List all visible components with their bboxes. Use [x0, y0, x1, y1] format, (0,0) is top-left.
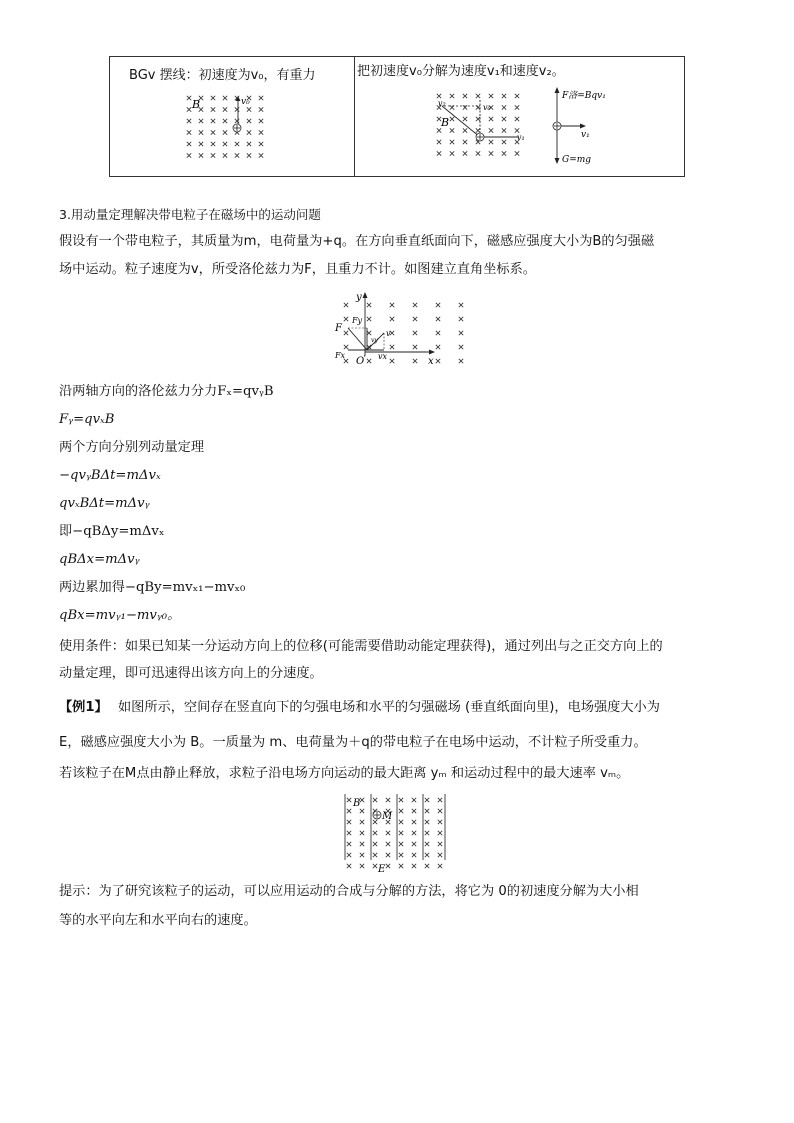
field-cross	[425, 820, 429, 824]
field-cross	[187, 119, 191, 123]
field-cross	[347, 853, 351, 857]
equation-4: −qvᵧBΔt=mΔvₓ	[59, 468, 161, 483]
field-cross	[259, 96, 263, 100]
field-cross	[459, 345, 463, 349]
field-cross	[450, 117, 454, 121]
field-cross	[235, 142, 239, 146]
field-cross	[502, 128, 506, 132]
field-cross	[247, 130, 251, 134]
intro-line-2: 场中运动。粒子速度为v，所受洛伦兹力为F，且重力不计。如图建立直角坐标系。	[59, 262, 536, 277]
field-cross	[489, 94, 493, 98]
equation-3: 两个方向分别列动量定理	[59, 440, 205, 455]
fy-label: Fy	[352, 316, 363, 325]
example-figure	[340, 792, 455, 874]
field-cross	[463, 94, 467, 98]
field-cross	[489, 151, 493, 155]
field-cross	[259, 142, 263, 146]
field-cross	[347, 820, 351, 824]
field-cross	[211, 107, 215, 111]
field-cross	[438, 853, 442, 857]
field-cross	[413, 303, 417, 307]
hint-line-1: 提示：为了研究该粒子的运动，可以应用运动的合成与分解的方法，将它为 0的初速度分解为大小相	[59, 884, 639, 899]
left-field-figure	[180, 90, 280, 165]
field-cross	[187, 130, 191, 134]
cross-grid	[344, 303, 463, 363]
example-1	[59, 698, 660, 718]
field-cross	[259, 107, 263, 111]
field-cross	[235, 107, 239, 111]
b-label: B	[353, 798, 361, 809]
equation-1: 沿两轴方向的洛伦兹力分力Fₓ=qvᵧB	[59, 384, 274, 399]
field-cross	[413, 359, 417, 363]
field-cross	[347, 798, 351, 802]
field-cross	[386, 842, 390, 846]
field-cross	[399, 842, 403, 846]
equation-6: 即−qBΔy=mΔvₓ	[59, 524, 165, 539]
field-cross	[476, 94, 480, 98]
field-cross	[436, 303, 440, 307]
field-cross	[489, 117, 493, 121]
field-cross	[463, 117, 467, 121]
field-cross	[515, 151, 519, 155]
field-cross	[413, 317, 417, 321]
v0-label: v₀	[483, 103, 491, 112]
field-cross	[412, 864, 416, 868]
field-cross	[399, 853, 403, 857]
field-cross	[373, 853, 377, 857]
field-cross	[235, 153, 239, 157]
field-cross	[459, 317, 463, 321]
velocity-label: v	[386, 329, 391, 338]
field-cross	[199, 130, 203, 134]
field-cross	[489, 128, 493, 132]
field-cross	[438, 842, 442, 846]
field-cross	[360, 798, 364, 802]
field-cross	[399, 864, 403, 868]
field-cross	[360, 820, 364, 824]
field-cross	[489, 140, 493, 144]
gravity-label: G=mg	[562, 155, 592, 165]
field-cross	[386, 798, 390, 802]
field-cross	[367, 331, 371, 335]
equation-5: qvₓBΔt=mΔvᵧ	[59, 496, 150, 511]
origin-label: O	[356, 356, 365, 367]
section-heading: 3.用动量定理解决带电粒子在磁场中的运动问题	[59, 207, 321, 222]
field-cross	[347, 809, 351, 813]
field-cross	[360, 831, 364, 835]
field-cross	[386, 864, 390, 868]
field-cross	[438, 864, 442, 868]
field-cross	[399, 831, 403, 835]
field-cross	[373, 798, 377, 802]
vy-label: vy	[371, 337, 378, 344]
force-label: F	[335, 323, 342, 334]
field-cross	[450, 140, 454, 144]
x-label: x	[428, 356, 434, 367]
field-cross	[247, 142, 251, 146]
field-cross	[187, 142, 191, 146]
field-cross	[373, 820, 377, 824]
right-cell-caption: 把初速度v₀分解为速度v₁和速度v₂。	[357, 64, 565, 79]
field-cross	[344, 303, 348, 307]
field-cross	[360, 809, 364, 813]
field-cross	[211, 96, 215, 100]
m-label: M	[382, 811, 393, 822]
field-cross	[476, 128, 480, 132]
field-cross	[247, 153, 251, 157]
field-cross	[211, 142, 215, 146]
field-cross	[459, 303, 463, 307]
field-cross	[515, 117, 519, 121]
field-cross	[425, 853, 429, 857]
field-cross	[386, 853, 390, 857]
field-cross	[223, 130, 227, 134]
field-cross	[386, 831, 390, 835]
field-cross	[360, 842, 364, 846]
equation-8: 两边累加得−qBy=mvₓ₁−mvₓ₀	[59, 580, 246, 595]
field-cross	[502, 117, 506, 121]
field-cross	[436, 359, 440, 363]
field-cross	[187, 96, 191, 100]
field-cross	[459, 331, 463, 335]
fx-label: Fx	[335, 351, 346, 360]
field-cross	[373, 864, 377, 868]
vx-label: vx	[378, 352, 388, 361]
field-cross	[399, 798, 403, 802]
field-cross	[223, 96, 227, 100]
field-cross	[247, 119, 251, 123]
field-cross	[438, 820, 442, 824]
field-cross	[425, 798, 429, 802]
field-cross	[399, 809, 403, 813]
coordinate-figure	[330, 290, 470, 372]
field-cross	[436, 317, 440, 321]
field-label-b: B	[192, 98, 201, 111]
field-cross	[259, 119, 263, 123]
field-cross	[425, 864, 429, 868]
field-cross	[235, 119, 239, 123]
field-cross	[187, 153, 191, 157]
field-cross	[187, 107, 191, 111]
left-cell-caption: BGv 摆线：初速度为v₀，有重力	[129, 68, 316, 83]
force-diagram	[545, 84, 675, 169]
field-cross	[399, 820, 403, 824]
field-cross	[211, 119, 215, 123]
condition-line-2: 动量定理，即可迅速得出该方向上的分速度。	[59, 666, 323, 681]
field-cross	[412, 842, 416, 846]
field-cross	[360, 853, 364, 857]
field-cross	[502, 94, 506, 98]
field-cross	[412, 820, 416, 824]
field-cross	[211, 153, 215, 157]
field-cross	[412, 809, 416, 813]
field-cross	[223, 142, 227, 146]
field-cross	[502, 105, 506, 109]
field-cross	[344, 345, 348, 349]
field-cross	[211, 130, 215, 134]
field-cross	[373, 842, 377, 846]
field-cross	[515, 105, 519, 109]
field-cross	[438, 831, 442, 835]
field-cross	[463, 151, 467, 155]
right-field-figure	[430, 88, 530, 163]
field-cross	[344, 331, 348, 335]
hint-line-2: 等的水平向左和水平向右的速度。	[59, 913, 257, 928]
field-cross	[413, 345, 417, 349]
field-cross	[425, 831, 429, 835]
example-text-2: E，磁感应强度大小为 B。一质量为 m、电荷量为＋q的带电粒子在电场中运动，不计粒子所受重力。	[59, 735, 647, 750]
field-label-b: B	[441, 116, 450, 129]
example-text-3: 若该粒子在M点由静止释放，求粒子沿电场方向运动的最大距离 yₘ 和运动过程中的最大速率 vₘ。	[59, 766, 630, 781]
v1-force-label: v₁	[581, 130, 590, 140]
v1-label: v₁	[517, 133, 525, 142]
force-vector	[348, 328, 367, 350]
equation-9: qBx=mvᵧ₁−mvᵧ₀。	[59, 608, 181, 623]
condition-line-1: 使用条件：如果已知某一分运动方向上的位移(可能需要借助动能定理获得)，通过列出与之正交方向上的	[59, 639, 663, 654]
field-cross	[515, 94, 519, 98]
example-tag: 【例1】	[59, 700, 108, 715]
y-label: y	[356, 292, 362, 303]
v2-label: v₂	[438, 99, 446, 108]
equation-2: Fᵧ=qvₓB	[59, 412, 115, 427]
cross-grid	[347, 798, 442, 868]
field-cross	[347, 842, 351, 846]
field-cross	[476, 117, 480, 121]
field-cross	[199, 142, 203, 146]
table-divider	[354, 57, 355, 176]
field-cross	[450, 128, 454, 132]
field-cross	[367, 303, 371, 307]
field-cross	[223, 119, 227, 123]
field-cross	[412, 798, 416, 802]
field-cross	[425, 809, 429, 813]
field-cross	[450, 151, 454, 155]
field-cross	[367, 359, 371, 363]
field-cross	[390, 345, 394, 349]
field-cross	[390, 303, 394, 307]
field-cross	[223, 153, 227, 157]
field-cross	[412, 853, 416, 857]
field-cross	[360, 864, 364, 868]
equation-7: qBΔx=mΔvᵧ	[59, 552, 140, 567]
field-cross	[463, 140, 467, 144]
field-cross	[502, 151, 506, 155]
field-cross	[344, 317, 348, 321]
field-cross	[259, 153, 263, 157]
e-label: E	[378, 864, 386, 874]
velocity-label: v₀	[241, 97, 250, 107]
intro-line-1: 假设有一个带电粒子，其质量为m，电荷量为+q。在方向垂直纸面向下，磁感应强度大小为B的匀强磁	[59, 234, 655, 249]
field-cross	[347, 831, 351, 835]
field-cross	[413, 331, 417, 335]
field-cross	[247, 107, 251, 111]
cross-grid	[437, 94, 519, 156]
field-cross	[450, 94, 454, 98]
field-cross	[463, 128, 467, 132]
field-cross	[438, 798, 442, 802]
field-cross	[390, 359, 394, 363]
field-cross	[436, 331, 440, 335]
lorentz-force-label: F洛=Bqv₁	[562, 91, 606, 101]
field-cross	[437, 140, 441, 144]
field-cross	[438, 809, 442, 813]
field-cross	[437, 94, 441, 98]
field-cross	[476, 151, 480, 155]
field-cross	[425, 842, 429, 846]
field-cross	[436, 345, 440, 349]
field-cross	[437, 151, 441, 155]
field-cross	[199, 119, 203, 123]
field-cross	[347, 864, 351, 868]
field-cross	[259, 130, 263, 134]
field-cross	[367, 317, 371, 321]
field-cross	[223, 107, 227, 111]
field-cross	[390, 317, 394, 321]
field-cross	[502, 140, 506, 144]
example-text-1: 如图所示，空间存在竖直向下的匀强电场和水平的匀强磁场 (垂直纸面向里)，电场强度大小为	[117, 700, 660, 715]
field-cross	[373, 831, 377, 835]
field-cross	[459, 359, 463, 363]
field-cross	[412, 831, 416, 835]
field-cross	[199, 153, 203, 157]
